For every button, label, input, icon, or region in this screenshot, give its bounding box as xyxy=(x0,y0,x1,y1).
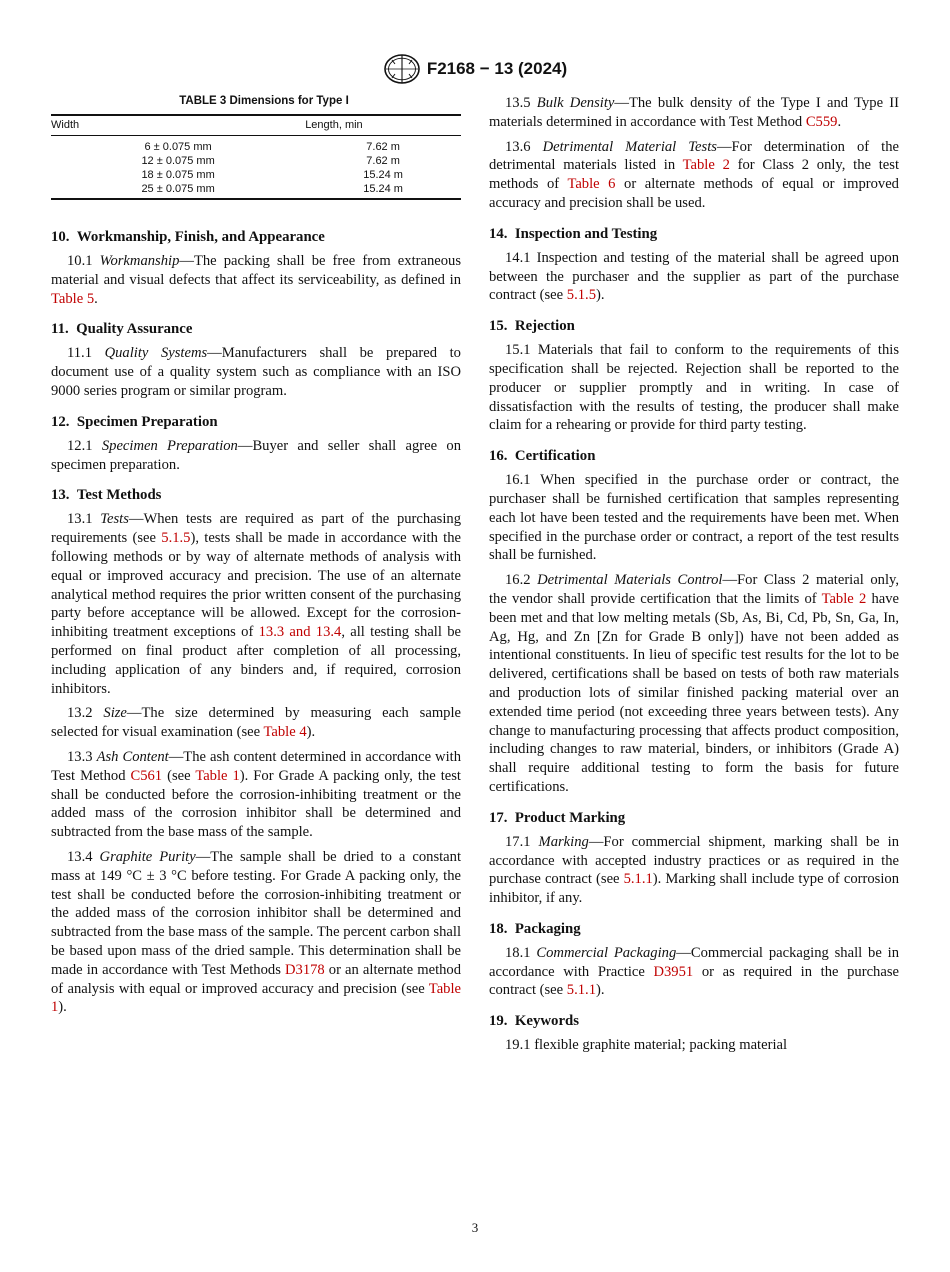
paragraph-text: —The size determined by measuring each sample selected for visual examination (see xyxy=(51,705,462,741)
table-6-link[interactable]: Table 6 xyxy=(567,176,616,193)
right-column xyxy=(489,94,899,1061)
document-designation: F2168 − 13 (2024) xyxy=(426,59,568,78)
paragraph-number: 11.1 xyxy=(67,345,105,362)
paragraph-14-1 xyxy=(489,249,899,305)
paragraph-title: Graphite Purity xyxy=(99,848,196,865)
paragraph-10-1 xyxy=(51,252,461,308)
paragraph-title: Detrimental Materials Control xyxy=(537,572,723,589)
paragraph-number: 16.2 xyxy=(505,572,538,589)
paragraph-text: , all testing shall be performed on final product after completion of all processing, including application of any binders and, if required, corrosion inhibitors. xyxy=(51,624,461,697)
section-13-heading: 13. Test Methods xyxy=(51,487,162,504)
paragraph-text: When specified in the purchase order or contract, the purchaser shall be furnished certification that samples representing each lot have been tested and the requirements have been met. When specified in the purchase order or contract, a report of the test results shall be furnished. xyxy=(489,472,899,564)
column-header-width: Width xyxy=(51,119,80,131)
paragraph-number: 10.1 xyxy=(67,253,100,269)
paragraph-17-1 xyxy=(489,833,899,908)
width-cell: 12 ± 0.075 mm xyxy=(141,155,215,167)
paragraph-13-1 xyxy=(51,510,461,698)
paragraph-text: —The sample shall be dried to a constant mass at 149 °C ± 3 °C before testing. For Grade A packing only, the test shall be conducted before the corrosion-inhibiting treatment or the added mass of the corrosion inhibitor shall be determined and subtracted from the base mass of the sample. The percent carbon shall be based upon mass of the dried sample. This determination shall be made in accordance with Test Methods xyxy=(51,848,462,978)
paragraph-text: —Commercial packaging shall be in accordance with Practice xyxy=(489,944,900,980)
paragraph-number: 13.1 xyxy=(67,511,101,528)
paragraph-text: or as required in the purchase contract (see xyxy=(489,963,899,999)
paragraph-number: 16.1 xyxy=(505,472,541,489)
paragraph-text: —The ash content determined in accordance with Test Method xyxy=(51,748,462,784)
paragraph-text: ). For Grade A packing only, the test shall be conducted before the corrosion-inhibiting treatment or the added mass of the corrosion inhibitor shall be determined and subtracted from the base mass of the sample. xyxy=(51,767,461,841)
paragraph-13-5 xyxy=(489,94,899,132)
paragraph-number: 14.1 xyxy=(505,249,537,266)
paragraph-number: 13.3 xyxy=(67,748,97,765)
paragraph-13-2 xyxy=(51,704,461,742)
paragraph-text: —The bulk density of the Type I and Type II materials determined in accordance with Test Method xyxy=(489,95,900,130)
section-17-heading: 17. Product Marking xyxy=(489,809,626,826)
paragraph-title: Bulk Density xyxy=(536,95,615,111)
paragraph-title: Tests xyxy=(100,511,129,528)
table-3-caption: TABLE 3 Dimensions for Type I xyxy=(179,95,349,107)
paragraph-title: Detrimental Material Tests xyxy=(542,138,717,155)
section-14-heading: 14. Inspection and Testing xyxy=(489,225,658,242)
table-row xyxy=(51,168,461,182)
astm-logo-icon xyxy=(383,53,421,85)
section-16-heading: 16. Certification xyxy=(489,448,596,465)
paragraph-13-6 xyxy=(489,138,899,213)
paragraph-text: ). xyxy=(595,287,605,304)
section-11-heading: 11. Quality Assurance xyxy=(51,321,193,338)
paragraph-text: —Buyer and seller shall agree on specimen preparation. xyxy=(51,437,462,473)
paragraph-16-2 xyxy=(489,571,899,797)
paragraph-text: —The packing shall be free from extraneous material and visual defects that affect its serviceability, as defined in xyxy=(51,253,462,288)
paragraph-text: or an alternate method of analysis with equal or improved accuracy and precision (see xyxy=(51,961,462,997)
paragraph-number: 15.1 xyxy=(505,342,538,359)
c559-link[interactable]: C559 xyxy=(805,113,838,130)
paragraph-13-3 xyxy=(51,748,461,842)
paragraph-title: Ash Content xyxy=(96,748,169,765)
paragraph-text: ). xyxy=(595,982,605,999)
section-15-heading: 15. Rejection xyxy=(489,318,575,335)
paragraph-text: ). xyxy=(58,999,67,1016)
paragraph-text: —For commercial shipment, marking shall be in accordance with accepted industry practices or as required in the purchase contract (see xyxy=(489,833,900,888)
section-18-heading: 18. Packaging xyxy=(489,920,581,937)
paragraph-title: Specimen Preparation xyxy=(101,437,238,454)
table-row xyxy=(51,136,461,155)
table-2-link[interactable]: Table 2 xyxy=(682,157,730,174)
c561-link[interactable]: C561 xyxy=(130,767,163,784)
length-cell: 15.24 m xyxy=(363,183,403,195)
section-10-heading: 10. Workmanship, Finish, and Appearance xyxy=(51,229,325,245)
paragraph-text: —For determination of the detrimental materials listed in xyxy=(489,138,899,174)
paragraph-text: or alternate methods of equal or improved accuracy and precision shall be used. xyxy=(489,176,899,211)
paragraph-text: ). Marking shall include type of corrosion inhibitor, if any. xyxy=(489,871,899,907)
table-row xyxy=(51,154,461,168)
d3178-link[interactable]: D3178 xyxy=(284,961,325,978)
paragraph-number: 12.1 xyxy=(67,437,102,454)
paragraph-12-1 xyxy=(51,437,461,475)
column-header-length: Length, min xyxy=(305,119,363,131)
paragraph-text: ), tests shall be made in accordance with the following methods or by way of alternate methods of analysis with equal or improved accuracy and precision. The use of an alternate analytical method requires the prior written consent of the purchasing party before acceptance will be allowed. Except for the corrosion-inhibiting treatment exceptions of xyxy=(51,530,461,641)
length-cell: 7.62 m xyxy=(366,155,400,167)
page-number: 3 xyxy=(471,1220,479,1235)
paragraph-number: 17.1 xyxy=(505,833,539,850)
section-5-1-1-link[interactable]: 5.1.1 xyxy=(566,982,596,999)
d3951-link[interactable]: D3951 xyxy=(653,963,694,980)
paragraph-text: —For Class 2 material only, the vendor shall provide certification that the limits of xyxy=(489,572,899,607)
section-19-heading: 19. Keywords xyxy=(489,1013,580,1030)
section-13-3-13-4-link[interactable]: 13.3 and 13.4 xyxy=(258,624,342,641)
table-row xyxy=(51,182,461,199)
width-cell: 25 ± 0.075 mm xyxy=(141,183,215,195)
section-5-1-1-link[interactable]: 5.1.1 xyxy=(623,871,653,888)
paragraph-11-1 xyxy=(51,344,461,400)
paragraph-text: have been met and that low melting metals (Sb, As, Bi, Cd, Pb, Sn, Ga, In, Ag, Hg, and Zn [Zn for Grade B only]) have not been added as intentional constituents. In lieu of specific test results for the lot to be delivered, certifications shall be based on tests of both raw materials and production lots of similar finished packing material over an extended time period (not exceeding three years between tests). Any change to manufacturing processing that affects product composition, including changes to raw material, binders, or inhibitors (Grade A) shall require additional testing to form the basis for future certifications. xyxy=(489,590,900,795)
paragraph-text: Inspection and testing of the material shall be agreed upon between the purchaser and the supplier as part of the purchase contract (see xyxy=(489,249,899,304)
table-4-link[interactable]: Table 4 xyxy=(263,724,307,741)
paragraph-text: . xyxy=(94,290,98,307)
page-header xyxy=(0,52,950,86)
paragraph-16-1 xyxy=(489,471,899,565)
paragraph-number: 13.4 xyxy=(67,848,100,865)
paragraph-title: Marking xyxy=(538,833,589,850)
left-column xyxy=(51,94,461,1023)
paragraph-title: Quality Systems xyxy=(104,345,208,362)
paragraph-number: 13.6 xyxy=(505,138,543,155)
paragraph-number: 19.1 xyxy=(505,1037,535,1054)
paragraph-18-1 xyxy=(489,944,899,1000)
paragraph-text: —Manufacturers shall be prepared to document use of a quality system such as compliance with an ISO 9000 series program or similar program. xyxy=(51,345,461,399)
width-cell: 6 ± 0.075 mm xyxy=(144,141,212,153)
paragraph-text: —When tests are required as part of the purchasing requirements (see xyxy=(51,511,461,547)
dimensions-table xyxy=(51,114,461,200)
paragraph-text: Materials that fail to conform to the requirements of this specification shall be rejected. Rejection shall be reported to the producer or supplier promptly and in writing. In case of dissatisfaction with the results of testing, the producer shall make claim for a rehearing or provide for third party testing. xyxy=(489,342,899,434)
table-5-link[interactable]: Table 5 xyxy=(51,290,95,307)
table-3 xyxy=(51,94,461,200)
paragraph-number: 13.5 xyxy=(505,95,537,111)
paragraph-19-1 xyxy=(489,1036,899,1055)
paragraph-13-4 xyxy=(51,848,461,1017)
table-2-link[interactable]: Table 2 xyxy=(821,590,867,607)
section-5-1-5-link[interactable]: 5.1.5 xyxy=(566,287,596,304)
paragraph-text: ). xyxy=(306,724,316,741)
section-12-heading: 12. Specimen Preparation xyxy=(51,413,218,430)
width-cell: 18 ± 0.075 mm xyxy=(141,169,215,181)
paragraph-text: . xyxy=(837,113,842,130)
length-cell: 7.62 m xyxy=(366,141,400,153)
length-cell: 15.24 m xyxy=(363,169,403,181)
section-5-1-5-link[interactable]: 5.1.5 xyxy=(161,530,191,547)
paragraph-text: (see xyxy=(162,767,196,784)
paragraph-title: Size xyxy=(103,705,127,722)
paragraph-title: Workmanship xyxy=(99,253,180,269)
table-1-link[interactable]: Table 1 xyxy=(51,980,461,1016)
paragraph-text: flexible graphite material; packing material xyxy=(534,1037,788,1054)
paragraph-number: 18.1 xyxy=(505,944,537,961)
table-1-link[interactable]: Table 1 xyxy=(195,767,240,784)
paragraph-15-1 xyxy=(489,341,899,435)
paragraph-title: Commercial Packaging xyxy=(536,944,677,961)
paragraph-number: 13.2 xyxy=(67,705,104,722)
table-header-row xyxy=(51,115,461,136)
paragraph-text: for Class 2 only, the test methods of xyxy=(489,157,899,193)
